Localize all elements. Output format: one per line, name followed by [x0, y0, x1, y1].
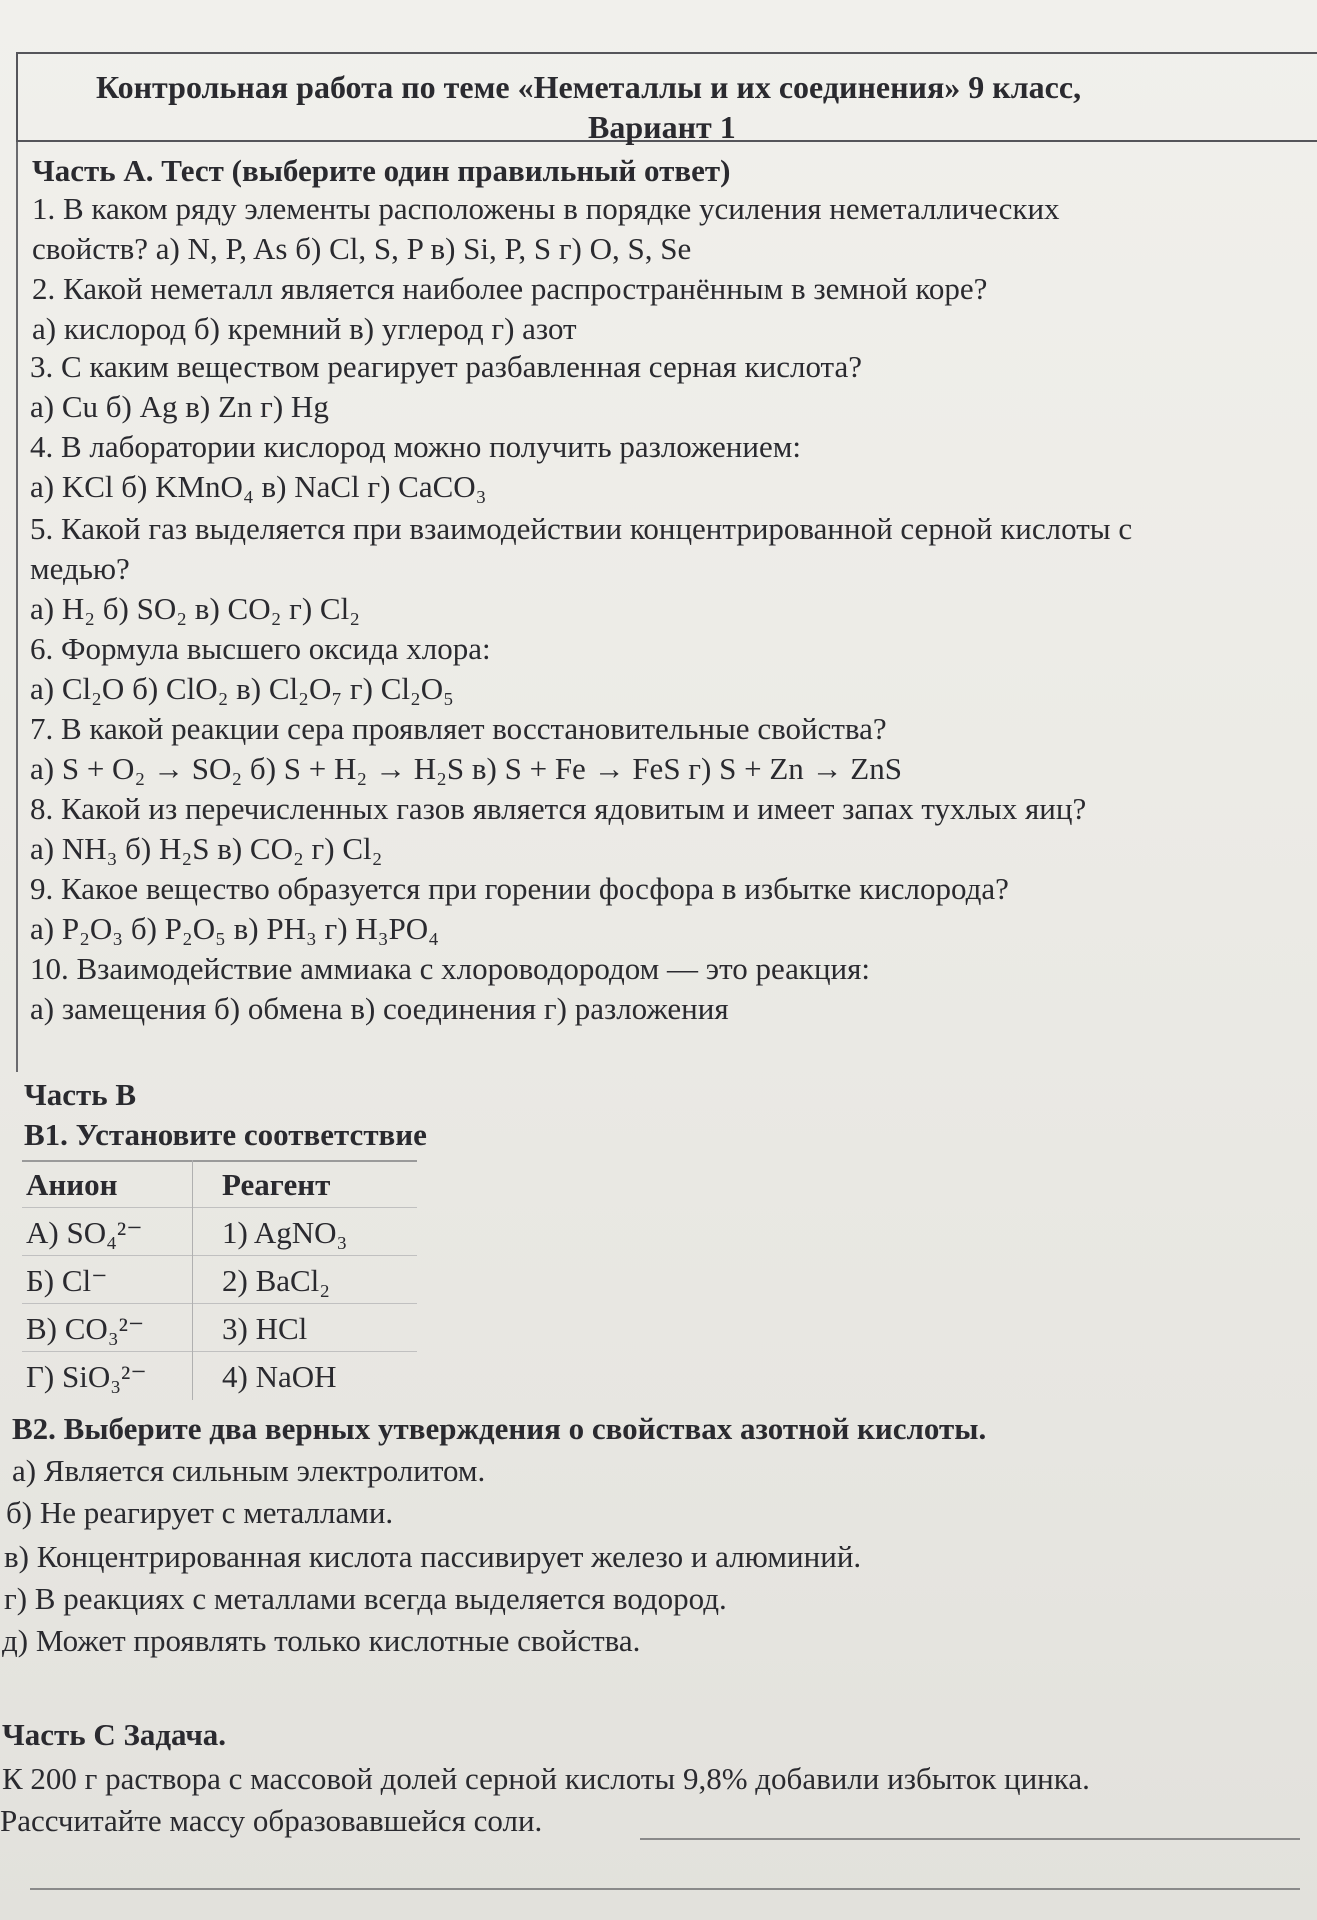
table-row — [22, 1208, 417, 1256]
question-line: а) KCl б) KMnO₄ в) NaCl г) CaCO₃ — [30, 469, 487, 504]
question-line: 2. Какой неметалл является наиболее распространённым в земной коре? — [32, 271, 988, 306]
answer-line — [30, 1888, 1300, 1890]
part-a-heading: Часть А. Тест (выберите один правильный ответ) — [32, 153, 731, 188]
answer-line — [640, 1838, 1300, 1840]
part-c-heading: Часть С Задача. — [2, 1717, 227, 1752]
question-line: медью? — [30, 551, 130, 586]
question-line: свойств? а) N, P, As б) Cl, S, P в) Si, P, S г) O, S, Se — [32, 231, 692, 266]
question-line: 3. С каким веществом реагирует разбавленная серная кислота? — [30, 349, 862, 384]
question-line: а) Cl₂O б) ClO₂ в) Cl₂O₇ г) Cl₂O₅ — [30, 671, 454, 706]
table-row — [22, 1256, 417, 1304]
b2-option: в) Концентрированная кислота пассивирует железо и алюминий. — [4, 1539, 862, 1574]
anion-cell: Б) Cl⁻ — [26, 1263, 108, 1298]
question-line: а) S + O₂ → SO₂ б) S + H₂ → H₂S в) S + Fe → FeS г) S + Zn → ZnS — [30, 751, 902, 786]
task-text-line: К 200 г раствора с массовой долей серной кислоты 9,8% добавили избыток цинка. — [2, 1761, 1090, 1796]
b2-option: б) Не реагирует с металлами. — [6, 1495, 394, 1530]
question-line: а) P₂O₃ б) P₂O₅ в) PH₃ г) H₃PO₄ — [30, 911, 439, 946]
b2-option: г) В реакциях с металлами всегда выделяется водород. — [4, 1581, 727, 1616]
column-header-reagent: Реагент — [222, 1167, 331, 1202]
question-line: а) замещения б) обмена в) соединения г) разложения — [30, 991, 729, 1026]
question-line: а) Cu б) Ag в) Zn г) Hg — [30, 389, 329, 424]
anion-cell: А) SO₄²⁻ — [26, 1215, 143, 1250]
reagent-cell: 2) BaCl₂ — [222, 1263, 331, 1298]
question-line: 9. Какое вещество образуется при горении фосфора в избытке кислорода? — [30, 871, 1009, 906]
question-line: 6. Формула высшего оксида хлора: — [30, 631, 491, 666]
table-row — [22, 1304, 417, 1352]
page-title: Контрольная работа по теме «Неметаллы и их соединения» 9 класс, — [96, 69, 1082, 105]
reagent-cell: 3) HCl — [222, 1311, 308, 1346]
column-header-anion: Анион — [26, 1167, 118, 1202]
question-line: 1. В каком ряду элементы расположены в порядке усиления неметаллических — [32, 191, 1060, 226]
table-row — [22, 1352, 417, 1400]
variant-label: Вариант 1 — [588, 109, 736, 145]
question-line: а) NH₃ б) H₂S в) CO₂ г) Cl₂ — [30, 831, 383, 866]
left-margin-rule — [16, 142, 18, 1072]
anion-cell: В) CO₃²⁻ — [26, 1311, 145, 1346]
b2-option: а) Является сильным электролитом. — [12, 1453, 486, 1488]
task-text-line: Рассчитайте массу образовавшейся соли. — [0, 1803, 543, 1838]
question-line: а) кислород б) кремний в) углерод г) азот — [32, 311, 577, 346]
anion-cell: Г) SiO₃²⁻ — [26, 1359, 147, 1394]
question-line: 10. Взаимодействие аммиака с хлороводородом — это реакция: — [30, 951, 870, 986]
b2-heading: В2. Выберите два верных утверждения о свойствах азотной кислоты. — [12, 1411, 987, 1446]
part-b-heading: Часть В — [24, 1077, 137, 1112]
reagent-cell: 1) AgNO₃ — [222, 1215, 348, 1250]
question-line: 7. В какой реакции сера проявляет восстановительные свойства? — [30, 711, 887, 746]
table-column-divider — [192, 1160, 193, 1400]
question-line: 4. В лаборатории кислород можно получить разложением: — [30, 429, 801, 464]
question-line: 8. Какой из перечисленных газов является ядовитым и имеет запах тухлых яиц? — [30, 791, 1087, 826]
table-header-row — [22, 1160, 417, 1208]
b2-option: д) Может проявлять только кислотные свойства. — [2, 1623, 641, 1658]
question-line: а) H₂ б) SO₂ в) CO₂ г) Cl₂ — [30, 591, 361, 626]
reagent-cell: 4) NaOH — [222, 1359, 337, 1394]
b1-heading: В1. Установите соответствие — [24, 1117, 427, 1152]
question-line: 5. Какой газ выделяется при взаимодействии концентрированной серной кислоты с — [30, 511, 1133, 546]
